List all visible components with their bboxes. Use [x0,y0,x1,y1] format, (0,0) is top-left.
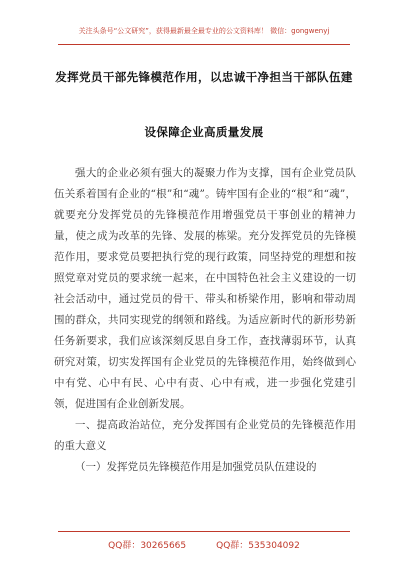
subsection-heading: （一）发挥党员先锋模范作用是加强党员队伍建设的 [75,461,317,473]
document-title-line1: 发挥党员干部先锋模范作用，以忠诚干净担当干部队伍建 [55,70,353,84]
footer [0,538,408,551]
header-promo-text: 关注头条号“公文研究”，获得最新最全最专业的公文资料库！ 微信：gongwenyj [78,27,330,35]
section-heading: 一、提高政治站位，充分发挥国有企业党员的先锋模范作用的重大意义 [54,419,356,452]
footer-qq-group-2: QQ群：535304092 [216,541,300,551]
header-divider [58,44,350,45]
footer-qq-group-1: QQ群：30265665 [108,541,187,551]
body-paragraph: 强大的企业必须有强大的凝聚力作为支撑，国有企业党员队伍关系着国有企业的“根”和“魂”。铸牢国有企业的“根”和“魂”，就要充分发挥党员的先锋模范作用增强党员干事创业的精神力量，使之成为改革的先锋、发展的栋梁。充分发挥党员的先锋模范作用，要求党员要把执行党的现行政策，同坚持党的理想和按照党章对党员的要求统一起来，在中国特色社会主义建设的一切社会活动中，通过党员的骨干、带头和桥梁作用，影响和带动周围的群众，共同实现党的纲领和路线。为适应新时代的新形势新任务新要求，我们应该深刻反思自身工作，查找薄弱环节，认真研究对策，切实发挥国有企业党员的先锋模范作用，始终做到心中有党、心中有民、心中有责、心中有戒，进一步强化党建引领，促进国有企业创新发展。 [54,167,356,410]
footer-divider [58,531,350,532]
document-title-line2: 设保障企业高质量发展 [144,125,264,139]
document-body [54,163,356,478]
